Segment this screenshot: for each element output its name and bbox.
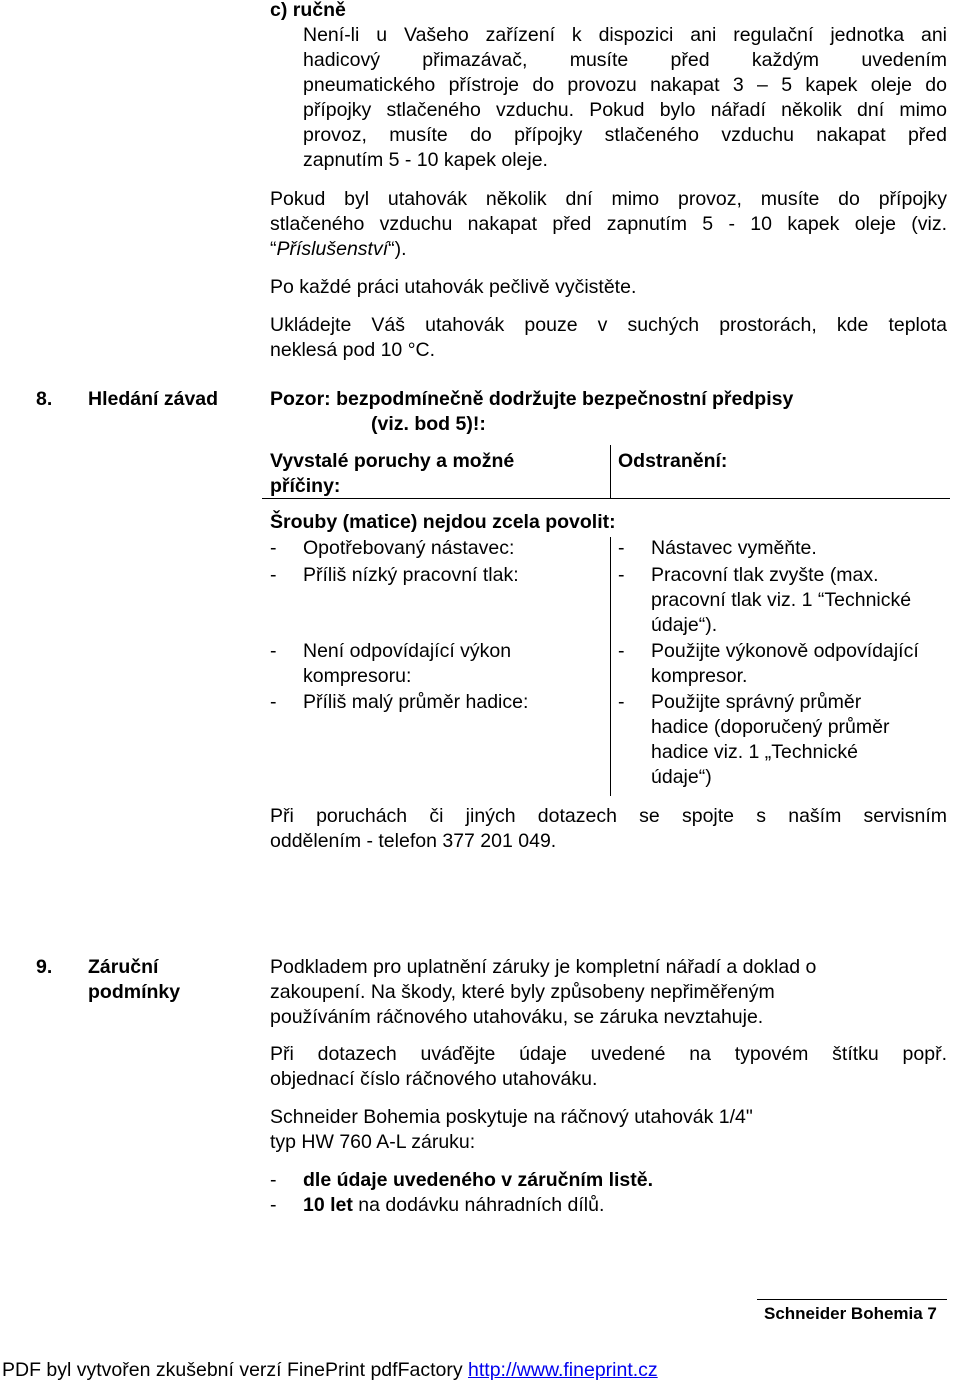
dash-marker: -: [618, 537, 625, 559]
dash-marker: -: [270, 564, 277, 586]
table-divider: [610, 537, 611, 796]
dash-marker: -: [270, 1194, 277, 1216]
paragraph-line: provoz, musíte do přípojky stlačeného vzduchu nakapat před: [303, 124, 947, 146]
table-divider: [610, 445, 611, 498]
fault-remedy: Nástavec vyměňte.: [651, 537, 817, 559]
warranty-duration: 10 let: [303, 1194, 353, 1216]
fault-cause: Není odpovídající výkon: [303, 640, 512, 662]
warranty-item-text: na dodávku náhradních dílů.: [352, 1194, 605, 1216]
paragraph-line: Schneider Bohemia poskytuje na ráčnový utahovák 1/4": [270, 1106, 753, 1128]
paragraph-line: Pokud byl utahovák několik dní mimo provoz, musíte do přípojky: [270, 188, 947, 210]
section-8-number: 8.: [36, 388, 53, 410]
paragraph-line: Ukládejte Váš utahovák pouze v suchých prostorách, kde teplota: [270, 314, 947, 336]
fault-remedy: hadice (doporučený průměr: [651, 716, 890, 738]
fault-cause: kompresoru:: [303, 665, 412, 687]
paragraph-line: zapnutím 5 - 10 kapek oleje.: [303, 149, 548, 171]
fault-remedy: hadice viz. 1 „Technické: [651, 741, 859, 763]
fault-remedy: kompresor.: [651, 665, 748, 687]
dash-marker: -: [270, 640, 277, 662]
paragraph-line: objednací číslo ráčnového utahováku.: [270, 1068, 598, 1090]
service-contact: Při poruchách či jiných dotazech se spojte s naším servisním: [270, 805, 947, 827]
cleaning-note: Po každé práci utahovák pečlivě vyčistěte.: [270, 276, 637, 298]
section-9-title: Záruční: [88, 956, 159, 978]
paragraph-line: stlačeného vzduchu nakapat před zapnutím 5 - 10 kapek oleje (viz.: [270, 213, 947, 235]
section-c-heading: c) ručně: [270, 0, 346, 21]
table-group-heading: Šrouby (matice) nejdou zcela povolit:: [270, 511, 616, 533]
section-9-title: podmínky: [88, 981, 181, 1003]
dash-marker: -: [618, 564, 625, 586]
paragraph-line: typ HW 760 A-L záruku:: [270, 1131, 476, 1153]
paragraph-line: Podkladem pro uplatnění záruky je kompletní nářadí a doklad o: [270, 956, 817, 978]
fineprint-link[interactable]: http://www.fineprint.cz: [468, 1359, 658, 1381]
fault-cause: Příliš malý průměr hadice:: [303, 691, 529, 713]
table-header-remedy: Odstranění:: [618, 450, 728, 472]
dash-marker: -: [618, 691, 625, 713]
accessories-reference: “Příslušenství“).: [270, 238, 407, 260]
section-9-number: 9.: [36, 956, 53, 978]
paragraph-line: zakoupení. Na škody, které byly způsobeny nepřiměřeným: [270, 981, 775, 1003]
paragraph-line: neklesá pod 10 °C.: [270, 339, 435, 361]
paragraph-line: Při dotazech uváďějte údaje uvedené na typovém štítku popř.: [270, 1043, 947, 1065]
page-footer-label: Schneider Bohemia 7: [764, 1304, 937, 1323]
safety-warning: Pozor: bezpodmínečně dodržujte bezpečnostní předpisy: [270, 388, 794, 410]
section-8-title: Hledání závad: [88, 388, 219, 410]
fault-cause: Opotřebovaný nástavec:: [303, 537, 515, 559]
dash-marker: -: [618, 640, 625, 662]
footer-rule: [757, 1299, 947, 1300]
table-header-causes: Vyvstalé poruchy a možné: [270, 450, 515, 472]
dash-marker: -: [270, 691, 277, 713]
table-header-rule: [262, 498, 950, 499]
pdf-watermark: PDF byl vytvořen zkušební verzí FinePrint pdfFactory http://www.fineprint.cz: [2, 1359, 658, 1381]
paragraph-line: přípojky stlačeného vzduchu. Pokud bylo nářadí několik dní mimo: [303, 99, 947, 121]
paragraph-line: pneumatického přístroje do provozu nakapat 3 – 5 kapek oleje do: [303, 74, 947, 96]
service-contact: oddělením - telefon 377 201 049.: [270, 830, 557, 852]
dash-marker: -: [270, 537, 277, 559]
paragraph-line: používáním ráčnového utahováku, se záruka nevztahuje.: [270, 1006, 764, 1028]
fault-remedy: údaje“): [651, 766, 712, 788]
fault-cause: Příliš nízký pracovní tlak:: [303, 564, 519, 586]
warranty-item: [303, 1193, 604, 1218]
accessories-link-text: Příslušenství: [276, 238, 389, 260]
fault-remedy: Použijte výkonově odpovídající: [651, 640, 919, 662]
safety-warning-ref: (viz. bod 5)!:: [371, 413, 486, 435]
fault-remedy: Pracovní tlak zvyšte (max.: [651, 564, 879, 586]
fault-remedy: Použijte správný průměr: [651, 691, 862, 713]
table-header-causes: příčiny:: [270, 475, 341, 497]
fault-remedy: pracovní tlak viz. 1 “Technické: [651, 589, 912, 611]
dash-marker: -: [270, 1169, 277, 1191]
warranty-item: dle údaje uvedeného v záručním listě.: [303, 1169, 654, 1191]
fault-remedy: údaje“).: [651, 614, 718, 636]
paragraph-line: Není-li u Vašeho zařízení k dispozici ani regulační jednotka ani: [303, 24, 947, 46]
paragraph-line: hadicový přimazávač, musíte před každým uvedením: [303, 49, 947, 71]
